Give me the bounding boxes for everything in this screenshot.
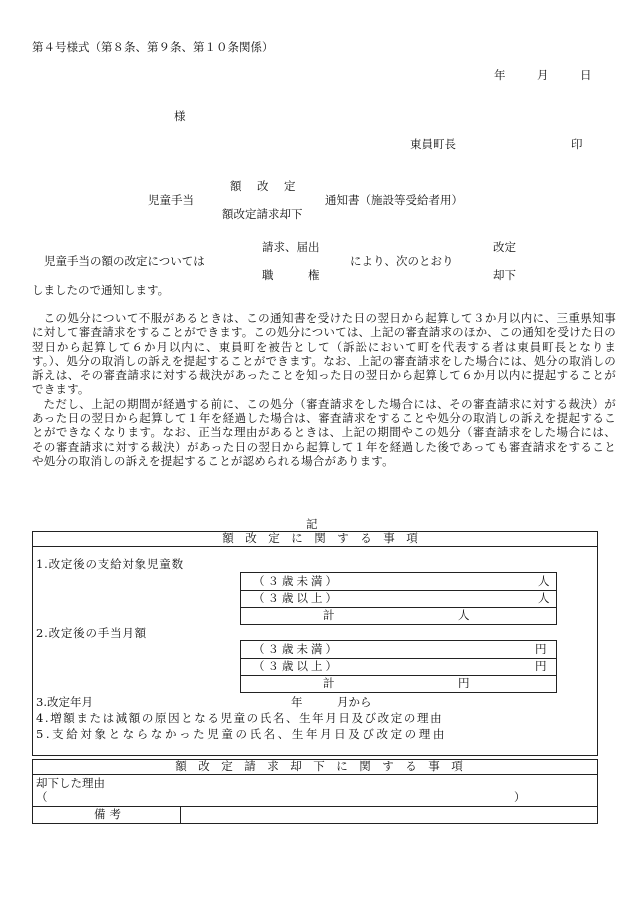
title-bottom: 額改定請求却下 <box>222 207 303 221</box>
section1-header <box>0 533 630 545</box>
ki-label: 記 <box>306 517 318 531</box>
appeal-notice <box>32 311 616 468</box>
remarks-label: 備考 <box>94 807 125 821</box>
result-bottom: 却下 <box>493 268 516 282</box>
item2-label: 2.改定後の手当月額 <box>36 626 147 640</box>
statement-lead: 児童手当の額の改定については <box>44 254 205 268</box>
item1-under3-label: （３歳未満） <box>253 574 340 588</box>
date-year-label: 年 <box>494 68 506 82</box>
item4-label: 4.増額または減額の原因となる児童の氏名、生年月日及び改定の理由 <box>36 711 444 725</box>
reject-reason-label: 却下した理由 <box>36 776 105 790</box>
item3-label: 3.改定年月 <box>36 695 93 709</box>
reject-reason-paren-open: （ <box>36 790 48 804</box>
item1-total-unit: 人 <box>458 608 470 622</box>
item5-label: 5.支給対象とならなかった児童の氏名、生年月日及び改定の理由 <box>36 727 447 741</box>
title-right: 通知書（施設等受給者用） <box>325 193 463 207</box>
item2-over3-unit: 円 <box>535 659 547 673</box>
section2-header <box>0 761 630 773</box>
item2-total-label: 計 <box>323 676 335 690</box>
item2-under3-label: （３歳未満） <box>253 642 340 656</box>
form-number: 第４号様式（第８条、第９条、第１０条関係） <box>32 40 274 54</box>
issuer-name: 東員町長 <box>410 137 456 151</box>
section1-header-text: 額 改 定 に 関 す る 事 項 <box>222 531 418 545</box>
item1-label: 1.改定後の支給対象児童数 <box>36 557 184 571</box>
notice-paragraph-1: この処分について不服があるときは、この通知書を受けた日の翌日から起算して３か月以内に、三重県知事に対して審査請求をすることができます。この処分については、上記の審査請求のほか、この通知を受けた日の翌日から起算して６か月以内に、東員町を被告として（訴訟において町を代表する者は東員町長となります。）、処分の取消しの訴えを提起することができます。なお、上記の審査請求をした場合には、処分の取消しの訴えは、その審査請求に対する裁決があったことを知った日の翌日から起算して６か月以内に提起することができます。 <box>32 311 616 397</box>
result-top: 改定 <box>493 240 516 254</box>
item2-total-unit: 円 <box>458 676 470 690</box>
item1-over3-unit: 人 <box>538 591 550 605</box>
section1-header-divider <box>32 546 598 547</box>
basis-bottom: 職 権 <box>262 268 320 282</box>
item1-total-label: 計 <box>323 608 335 622</box>
remarks-column-divider <box>180 806 181 824</box>
reject-reason-paren-close: ） <box>514 790 526 804</box>
item2-under3-unit: 円 <box>535 642 547 656</box>
item3-month: 月から <box>337 695 372 709</box>
notice-paragraph-2: ただし、上記の期間が経過する前に、この処分（審査請求をした場合には、その審査請求に対する裁決）があった日の翌日から起算して１年を経過した場合は、審査請求をすることや処分の取消しの訴えを提起することができなくなります。なお、正当な理由があるときは、上記の期間やこの処分（審査請求をした場合には、その審査請求に対する裁決）があった日の翌日から起算して１年を経過した後であっても審査請求をすることや処分の取消しの訴えを提起することが認められる場合があります。 <box>32 396 616 468</box>
item1-under3-unit: 人 <box>538 574 550 588</box>
addressee-suffix: 様 <box>174 109 186 123</box>
statement-closing: しましたので通知します。 <box>32 283 170 297</box>
basis-top: 請求、届出 <box>262 240 320 254</box>
title-top: 額 改 定 <box>230 179 298 193</box>
date-month-label: 月 <box>537 68 549 82</box>
section2-header-divider <box>32 774 598 775</box>
item2-over3-label: （３歳以上） <box>253 659 340 673</box>
date-day-label: 日 <box>580 68 592 82</box>
seal-mark: 印 <box>571 137 583 151</box>
section2-header-text: 額 改 定 請 求 却 下 に 関 す る 事 項 <box>175 759 463 773</box>
item3-year: 年 <box>291 695 303 709</box>
statement-middle: により、次のとおり <box>350 254 454 268</box>
title-left: 児童手当 <box>148 193 194 207</box>
item1-over3-label: （３歳以上） <box>253 591 340 605</box>
